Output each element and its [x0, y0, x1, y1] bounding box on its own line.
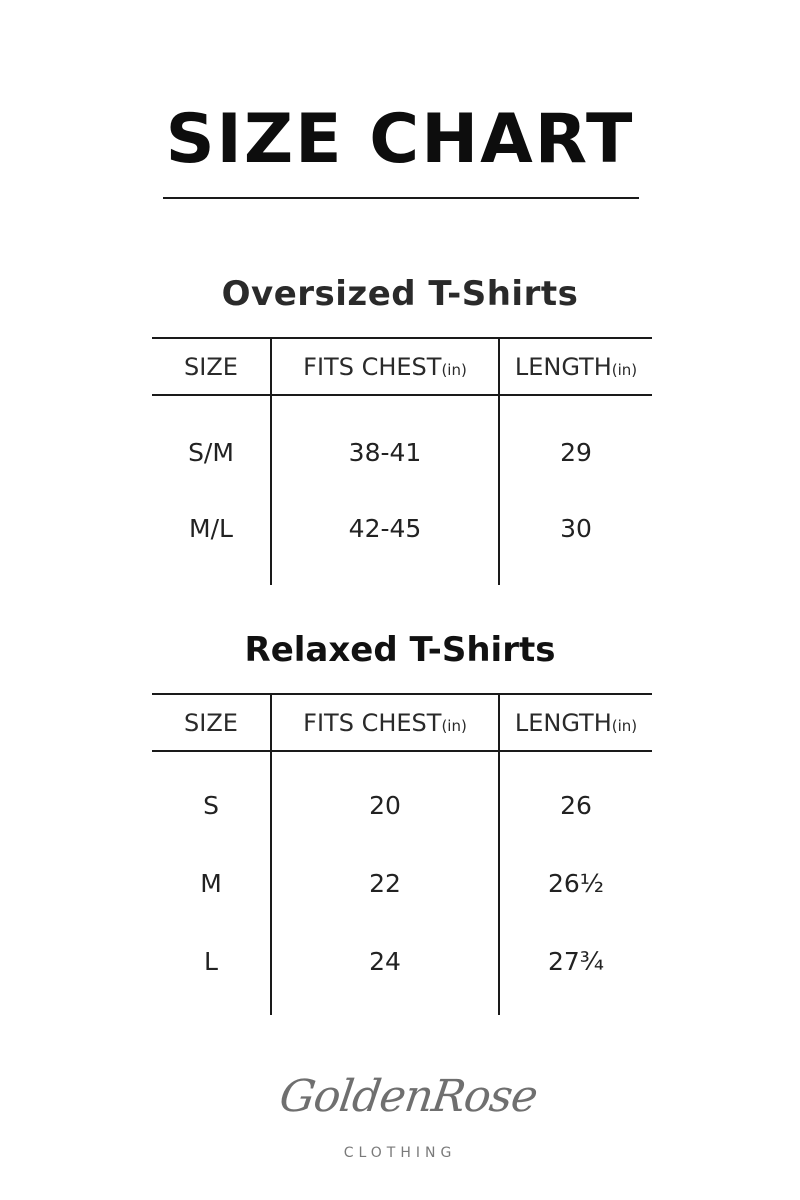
length-cell: 26½ [499, 844, 652, 922]
page-title: SIZE CHART [165, 100, 635, 179]
table-header-row [152, 694, 652, 751]
table-spacer [152, 751, 652, 766]
table-header-row [152, 338, 652, 395]
chest-unit-label: (in) [441, 360, 467, 379]
chest-cell: 38-41 [271, 414, 499, 490]
chest-unit-label: (in) [441, 716, 467, 735]
relaxed-section-title: Relaxed T-Shirts [244, 630, 556, 670]
table-row [152, 490, 652, 566]
title-divider [163, 197, 639, 199]
logo-wordmark: GoldenRose [276, 1071, 541, 1122]
table-row [152, 922, 652, 1000]
length-unit-label: (in) [611, 360, 638, 379]
table-spacer [152, 1000, 652, 1015]
table-spacer [152, 566, 652, 585]
length-cell: 30 [499, 490, 652, 566]
chest-column-header: FITS CHEST(in) [271, 338, 499, 395]
length-cell: 27¾ [499, 922, 652, 1000]
chest-cell: 22 [271, 844, 499, 922]
chest-cell: 42-45 [271, 490, 499, 566]
size-column-header: SIZE [152, 338, 271, 395]
oversized-size-table [152, 337, 652, 585]
chest-cell: 24 [271, 922, 499, 1000]
chest-cell: 20 [271, 766, 499, 844]
size-cell: S/M [188, 437, 234, 467]
size-cell: L [204, 946, 218, 976]
length-column-header: LENGTH(in) [499, 694, 652, 751]
size-cell: M/L [189, 513, 233, 543]
table-row [152, 844, 652, 922]
table-row [152, 414, 652, 490]
size-cell: S [203, 790, 219, 820]
relaxed-size-table [152, 693, 652, 1015]
brand-logo [276, 1060, 541, 1170]
size-column-header: SIZE [152, 694, 271, 751]
size-cell: M [200, 868, 222, 898]
chest-column-header: FITS CHEST(in) [271, 694, 499, 751]
table-spacer [152, 395, 652, 414]
length-unit-label: (in) [611, 716, 638, 735]
length-cell: 26 [499, 766, 652, 844]
length-column-header: LENGTH(in) [499, 338, 652, 395]
oversized-section-title: Oversized T-Shirts [221, 274, 579, 314]
logo-subtitle: CLOTHING [343, 1145, 457, 1161]
table-row [152, 766, 652, 844]
length-cell: 29 [499, 414, 652, 490]
